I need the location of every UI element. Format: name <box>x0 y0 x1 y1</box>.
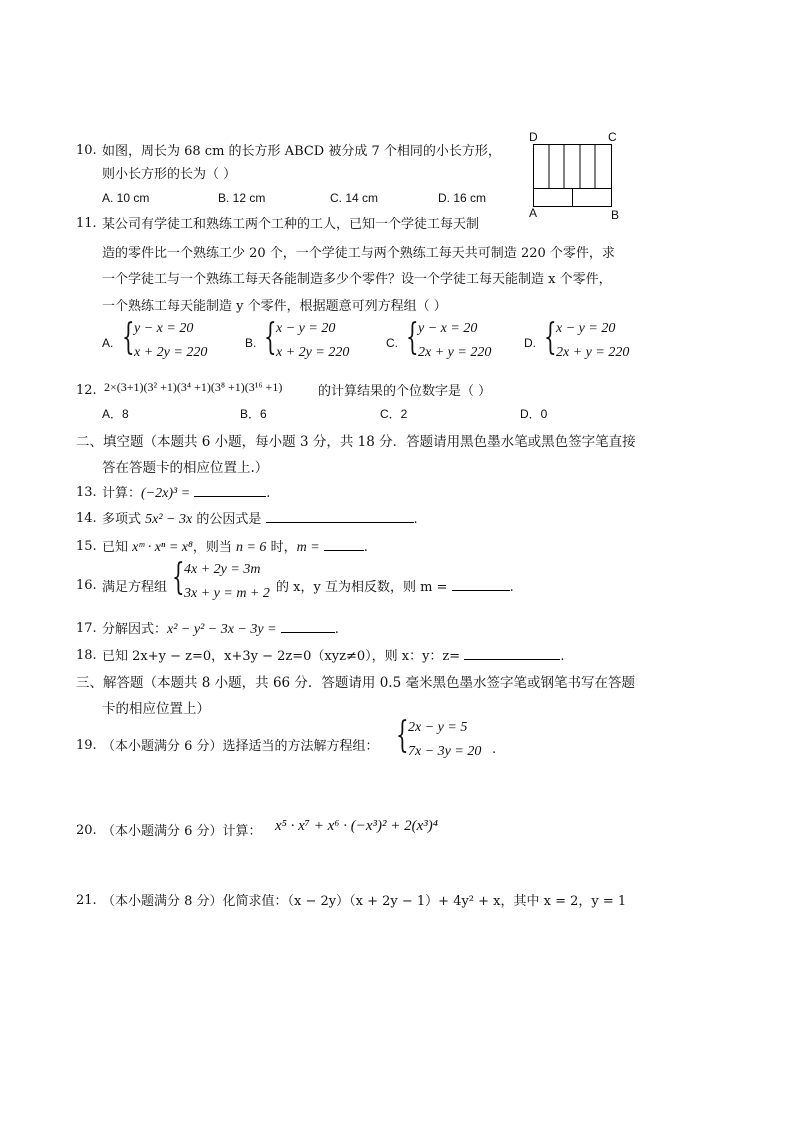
section2-heading-cont: 答在答题卡的相应位置上.） <box>102 460 269 476</box>
q11-option-c-system <box>406 317 492 360</box>
section3-heading-cont: 卡的相应位置上） <box>102 701 210 717</box>
rectangle-figure <box>525 130 625 222</box>
q17-answer-blank[interactable] <box>281 620 335 633</box>
brace-icon: { <box>396 715 409 756</box>
q11-option-c-label: C. <box>386 336 398 350</box>
q11-option-d-eq2: 2x + y = 220 <box>556 345 630 360</box>
q11-option-b-eq2: x + 2y = 220 <box>276 345 350 360</box>
rectangle-diagram <box>533 144 613 208</box>
q13-end: . <box>266 486 271 501</box>
q14-end: . <box>413 512 418 527</box>
q15-row <box>102 536 368 556</box>
figure-label-c: C <box>608 130 617 144</box>
q11-option-d-label: D. <box>524 336 536 350</box>
q11-option-a-system <box>122 317 208 360</box>
q12-option-d: D．0 <box>520 407 548 421</box>
q14-text2: 的公因式是 <box>192 512 262 527</box>
q21-text: （本小题满分 8 分）化简求值：（x − 2y）（x + 2y − 1）+ 4y² + x，其中 x = 2，y = 1 <box>102 894 627 909</box>
q18-end: . <box>560 649 565 664</box>
q12-option-c: C．2 <box>380 407 408 421</box>
q11-line2: 造的零件比一个熟练工少 20 个，一个学徒工与两个熟练工每天共可制造 220 个零件，求 <box>102 246 615 261</box>
q11-option-a-label: A. <box>102 336 114 350</box>
q18-text: 已知 2x+y − z=0，x+3y − 2z=0（xyz≠0），则 x：y：z= <box>102 649 461 664</box>
q11-line3: 一个学徒工与一个熟练工每天各能制造多少个零件？设一个学徒工每天能制造 x 个零件， <box>102 272 612 287</box>
q16-eq1: 4x + 2y = 3m <box>184 562 261 577</box>
q15-answer-blank[interactable] <box>324 538 364 551</box>
q12-tail: 的计算结果的个位数字是（ ） <box>318 384 492 399</box>
q13-expression: (−2x)³ = <box>141 486 191 501</box>
brace-icon: { <box>544 317 557 358</box>
q11-option-a-eq2: x + 2y = 220 <box>134 345 208 360</box>
q10-option-a: A. 10 cm <box>102 191 150 205</box>
q11-line4: 一个熟练工每天能制造 y 个零件，根据题意可列方程组（ ） <box>102 299 447 314</box>
q14-row <box>102 508 418 528</box>
q11-option-a-eq1: y − x = 20 <box>134 321 194 336</box>
q18-number: 18. <box>76 648 97 663</box>
q15-expression3: m = <box>296 540 320 555</box>
q15-expression: xᵐ · xⁿ = x⁸ <box>132 540 193 555</box>
q17-text: 分解因式： <box>102 622 168 637</box>
q12-number: 12. <box>76 383 97 398</box>
q10-number: 10. <box>76 143 97 158</box>
brace-icon: { <box>264 317 277 358</box>
q11-option-b-system <box>264 317 350 360</box>
q15-number: 15. <box>76 539 97 554</box>
q21-number: 21. <box>76 893 97 908</box>
q11-option-d-eq1: x − y = 20 <box>556 321 616 336</box>
q11-option-d-system <box>544 317 630 360</box>
q16-eq2: 3x + y = m + 2 <box>184 586 270 601</box>
brace-icon: { <box>122 317 135 358</box>
q15-text2: ，则当 <box>192 540 236 555</box>
q15-end: . <box>363 540 368 555</box>
section2-heading: 二、填空题（本题共 6 小题，每小题 3 分，共 18 分．答题请用黑色墨水笔或黑色签字笔直接 <box>76 434 636 450</box>
figure-label-d: D <box>529 130 538 144</box>
q10-line1: 如图，周长为 68 cm 的长方形 ABCD 被分成 7 个相同的小长方形， <box>102 144 501 159</box>
q19-end: . <box>492 742 497 757</box>
q16-row <box>276 576 514 595</box>
q20-number: 20. <box>76 823 97 838</box>
q15-text: 已知 <box>102 540 133 555</box>
q10-option-c: C. 14 cm <box>330 191 379 205</box>
q17-row <box>102 618 339 638</box>
q14-number: 14. <box>76 511 97 526</box>
q19-eq1: 2x − y = 5 <box>408 720 468 735</box>
q10-line2: 则小长方形的长为（ ） <box>102 167 237 182</box>
figure-label-b: B <box>611 208 620 222</box>
q16-text: 满足方程组 <box>102 580 168 595</box>
q15-expression2: n = 6 <box>235 540 267 555</box>
q19-eq2: 7x − 3y = 20 <box>408 744 482 759</box>
q18-answer-blank[interactable] <box>464 647 560 660</box>
brace-icon: { <box>172 557 185 598</box>
q19-text: （本小题满分 6 分）选择适当的方法解方程组： <box>102 739 379 754</box>
q14-expression: 5x² − 3x <box>145 512 193 527</box>
q16-answer-blank[interactable] <box>452 578 510 591</box>
q19-system <box>396 715 482 759</box>
q18-row <box>102 645 564 664</box>
q16-end: . <box>509 580 514 595</box>
q12-option-b: B．6 <box>240 407 267 421</box>
q13-row <box>102 482 270 502</box>
q17-number: 17. <box>76 621 97 636</box>
q17-expression: x² − y² − 3x − 3y = <box>167 622 277 637</box>
q16-system <box>172 557 270 601</box>
q11-option-b-label: B. <box>245 336 257 350</box>
q16-number: 16. <box>76 578 97 593</box>
q13-answer-blank[interactable] <box>194 484 266 497</box>
q11-line1: 某公司有学徒工和熟练工两个工种的工人，已知一个学徒工每天制 <box>102 217 480 232</box>
figure-label-a: A <box>529 206 538 220</box>
section3-heading: 三、解答题（本题共 8 小题，共 66 分．答题请用 0.5 毫米黑色墨水签字笔或钢笔书写在答题 <box>76 675 635 691</box>
q14-text: 多项式 <box>102 512 146 527</box>
q20-expression: x⁵ · x⁷ + x⁶ · (−x³)² + 2(x³)⁴ <box>275 818 438 834</box>
q15-text3: 时， <box>266 540 297 555</box>
q10-option-b: B. 12 cm <box>218 191 266 205</box>
q13-text: 计算： <box>102 486 142 501</box>
q11-option-c-eq1: y − x = 20 <box>418 321 478 336</box>
q11-option-c-eq2: 2x + y = 220 <box>418 345 492 360</box>
q10-option-d: D. 16 cm <box>438 191 487 205</box>
q20-text: （本小题满分 6 分）计算： <box>102 824 262 839</box>
q11-number: 11. <box>76 216 97 231</box>
q12-option-a: A．8 <box>102 407 129 421</box>
q19-number: 19. <box>76 738 97 753</box>
brace-icon: { <box>406 317 419 358</box>
q16-text2: 的 x，y 互为相反数，则 m = <box>276 580 448 595</box>
q11-option-b-eq1: x − y = 20 <box>276 321 336 336</box>
q13-number: 13. <box>76 485 97 500</box>
q14-answer-blank[interactable] <box>266 510 414 523</box>
q12-expression: 2×(3+1)(3² +1)(3⁴ +1)(3⁸ +1)(3¹⁶ +1) <box>104 380 283 394</box>
q17-end: . <box>334 622 339 637</box>
